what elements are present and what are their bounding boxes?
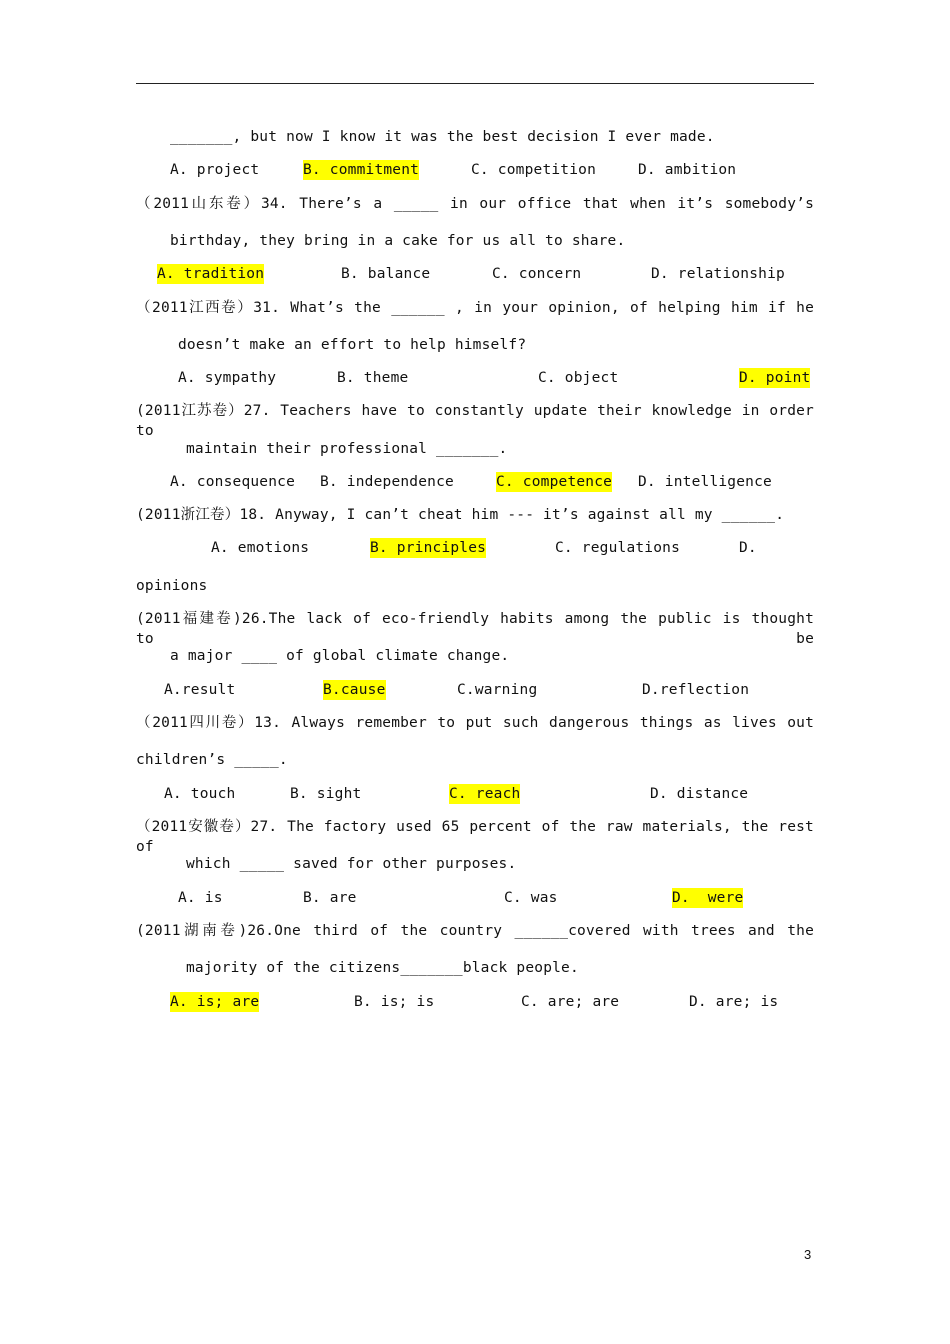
option-c-answer: C. competence bbox=[496, 474, 613, 490]
option-d: D. bbox=[739, 540, 757, 556]
option-b: B. balance bbox=[341, 266, 431, 282]
option-d: D. are; is bbox=[689, 994, 779, 1010]
question-stem-continued: majority of the citizens_______black people. bbox=[186, 960, 579, 976]
option-a: A. project bbox=[170, 162, 260, 178]
option-d: D.reflection bbox=[642, 682, 750, 698]
option-a-answer: A. tradition bbox=[157, 266, 265, 282]
question-stem-continued: maintain their professional _______. bbox=[186, 441, 508, 457]
option-c: C. regulations bbox=[555, 540, 681, 556]
question-stem-continued: doesn’t make an effort to help himself? bbox=[178, 337, 527, 353]
question-stem: (2011湖南卷)26.One third of the country ______covered with trees and the bbox=[136, 923, 814, 939]
option-b: B. theme bbox=[337, 370, 409, 386]
option-a: A. touch bbox=[164, 786, 236, 802]
option-c: C. competition bbox=[471, 162, 597, 178]
option-b: B. independence bbox=[320, 474, 454, 490]
option-d-answer: D. point bbox=[739, 370, 811, 386]
option-a: A. sympathy bbox=[178, 370, 277, 386]
option-a: A. consequence bbox=[170, 474, 296, 490]
question-stem: （2011安徽卷）27. The factory used 65 percent of the raw materials, the rest of bbox=[136, 819, 814, 855]
option-d: D. distance bbox=[650, 786, 749, 802]
question-stem: _______, but now I know it was the best decision I ever made. bbox=[170, 129, 715, 145]
question-stem-continued: a major ____ of global climate change. bbox=[170, 648, 510, 664]
option-a-answer: A. is; are bbox=[170, 994, 260, 1010]
option-d-answer: D. were bbox=[672, 890, 744, 906]
option-a: A.result bbox=[164, 682, 236, 698]
page-number: 3 bbox=[804, 1247, 812, 1262]
option-b-answer: B. principles bbox=[370, 540, 487, 556]
option-c: C. object bbox=[538, 370, 619, 386]
option-d: D. relationship bbox=[651, 266, 785, 282]
question-stem: （2011江西卷）31. What’s the ______ , in your opinion, of helping him if he bbox=[136, 300, 814, 316]
option-c: C. concern bbox=[492, 266, 582, 282]
question-stem: （2011四川卷）13. Always remember to put such dangerous things as lives out bbox=[136, 715, 814, 731]
option-c: C. was bbox=[504, 890, 558, 906]
option-a: A. emotions bbox=[211, 540, 310, 556]
option-d: D. ambition bbox=[638, 162, 737, 178]
option-a: A. is bbox=[178, 890, 223, 906]
option-c: C. are; are bbox=[521, 994, 620, 1010]
option-b-answer: B.cause bbox=[323, 682, 386, 698]
option-b: B. sight bbox=[290, 786, 362, 802]
question-stem: (2011福建卷)26.The lack of eco-friendly habits among the public is thought to be bbox=[136, 611, 814, 647]
option-c-answer: C. reach bbox=[449, 786, 521, 802]
header-rule bbox=[136, 83, 814, 84]
option-c: C.warning bbox=[457, 682, 538, 698]
question-stem: （2011山东卷）34. There’s a _____ in our office that when it’s somebody’s bbox=[136, 196, 814, 212]
question-stem: (2011浙江卷）18. Anyway, I can’t cheat him --- it’s against all my ______. bbox=[136, 507, 785, 523]
question-stem-continued: birthday, they bring in a cake for us all to share. bbox=[170, 233, 626, 249]
question-stem-continued: which _____ saved for other purposes. bbox=[186, 856, 517, 872]
option-b-answer: B. commitment bbox=[303, 162, 420, 178]
option-d: D. intelligence bbox=[638, 474, 772, 490]
question-stem: (2011江苏卷）27. Teachers have to constantly update their knowledge in order to bbox=[136, 403, 814, 439]
option-b: B. are bbox=[303, 890, 357, 906]
option-d-overflow: opinions bbox=[136, 578, 208, 594]
option-b: B. is; is bbox=[354, 994, 435, 1010]
question-stem-continued: children’s _____. bbox=[136, 752, 288, 768]
